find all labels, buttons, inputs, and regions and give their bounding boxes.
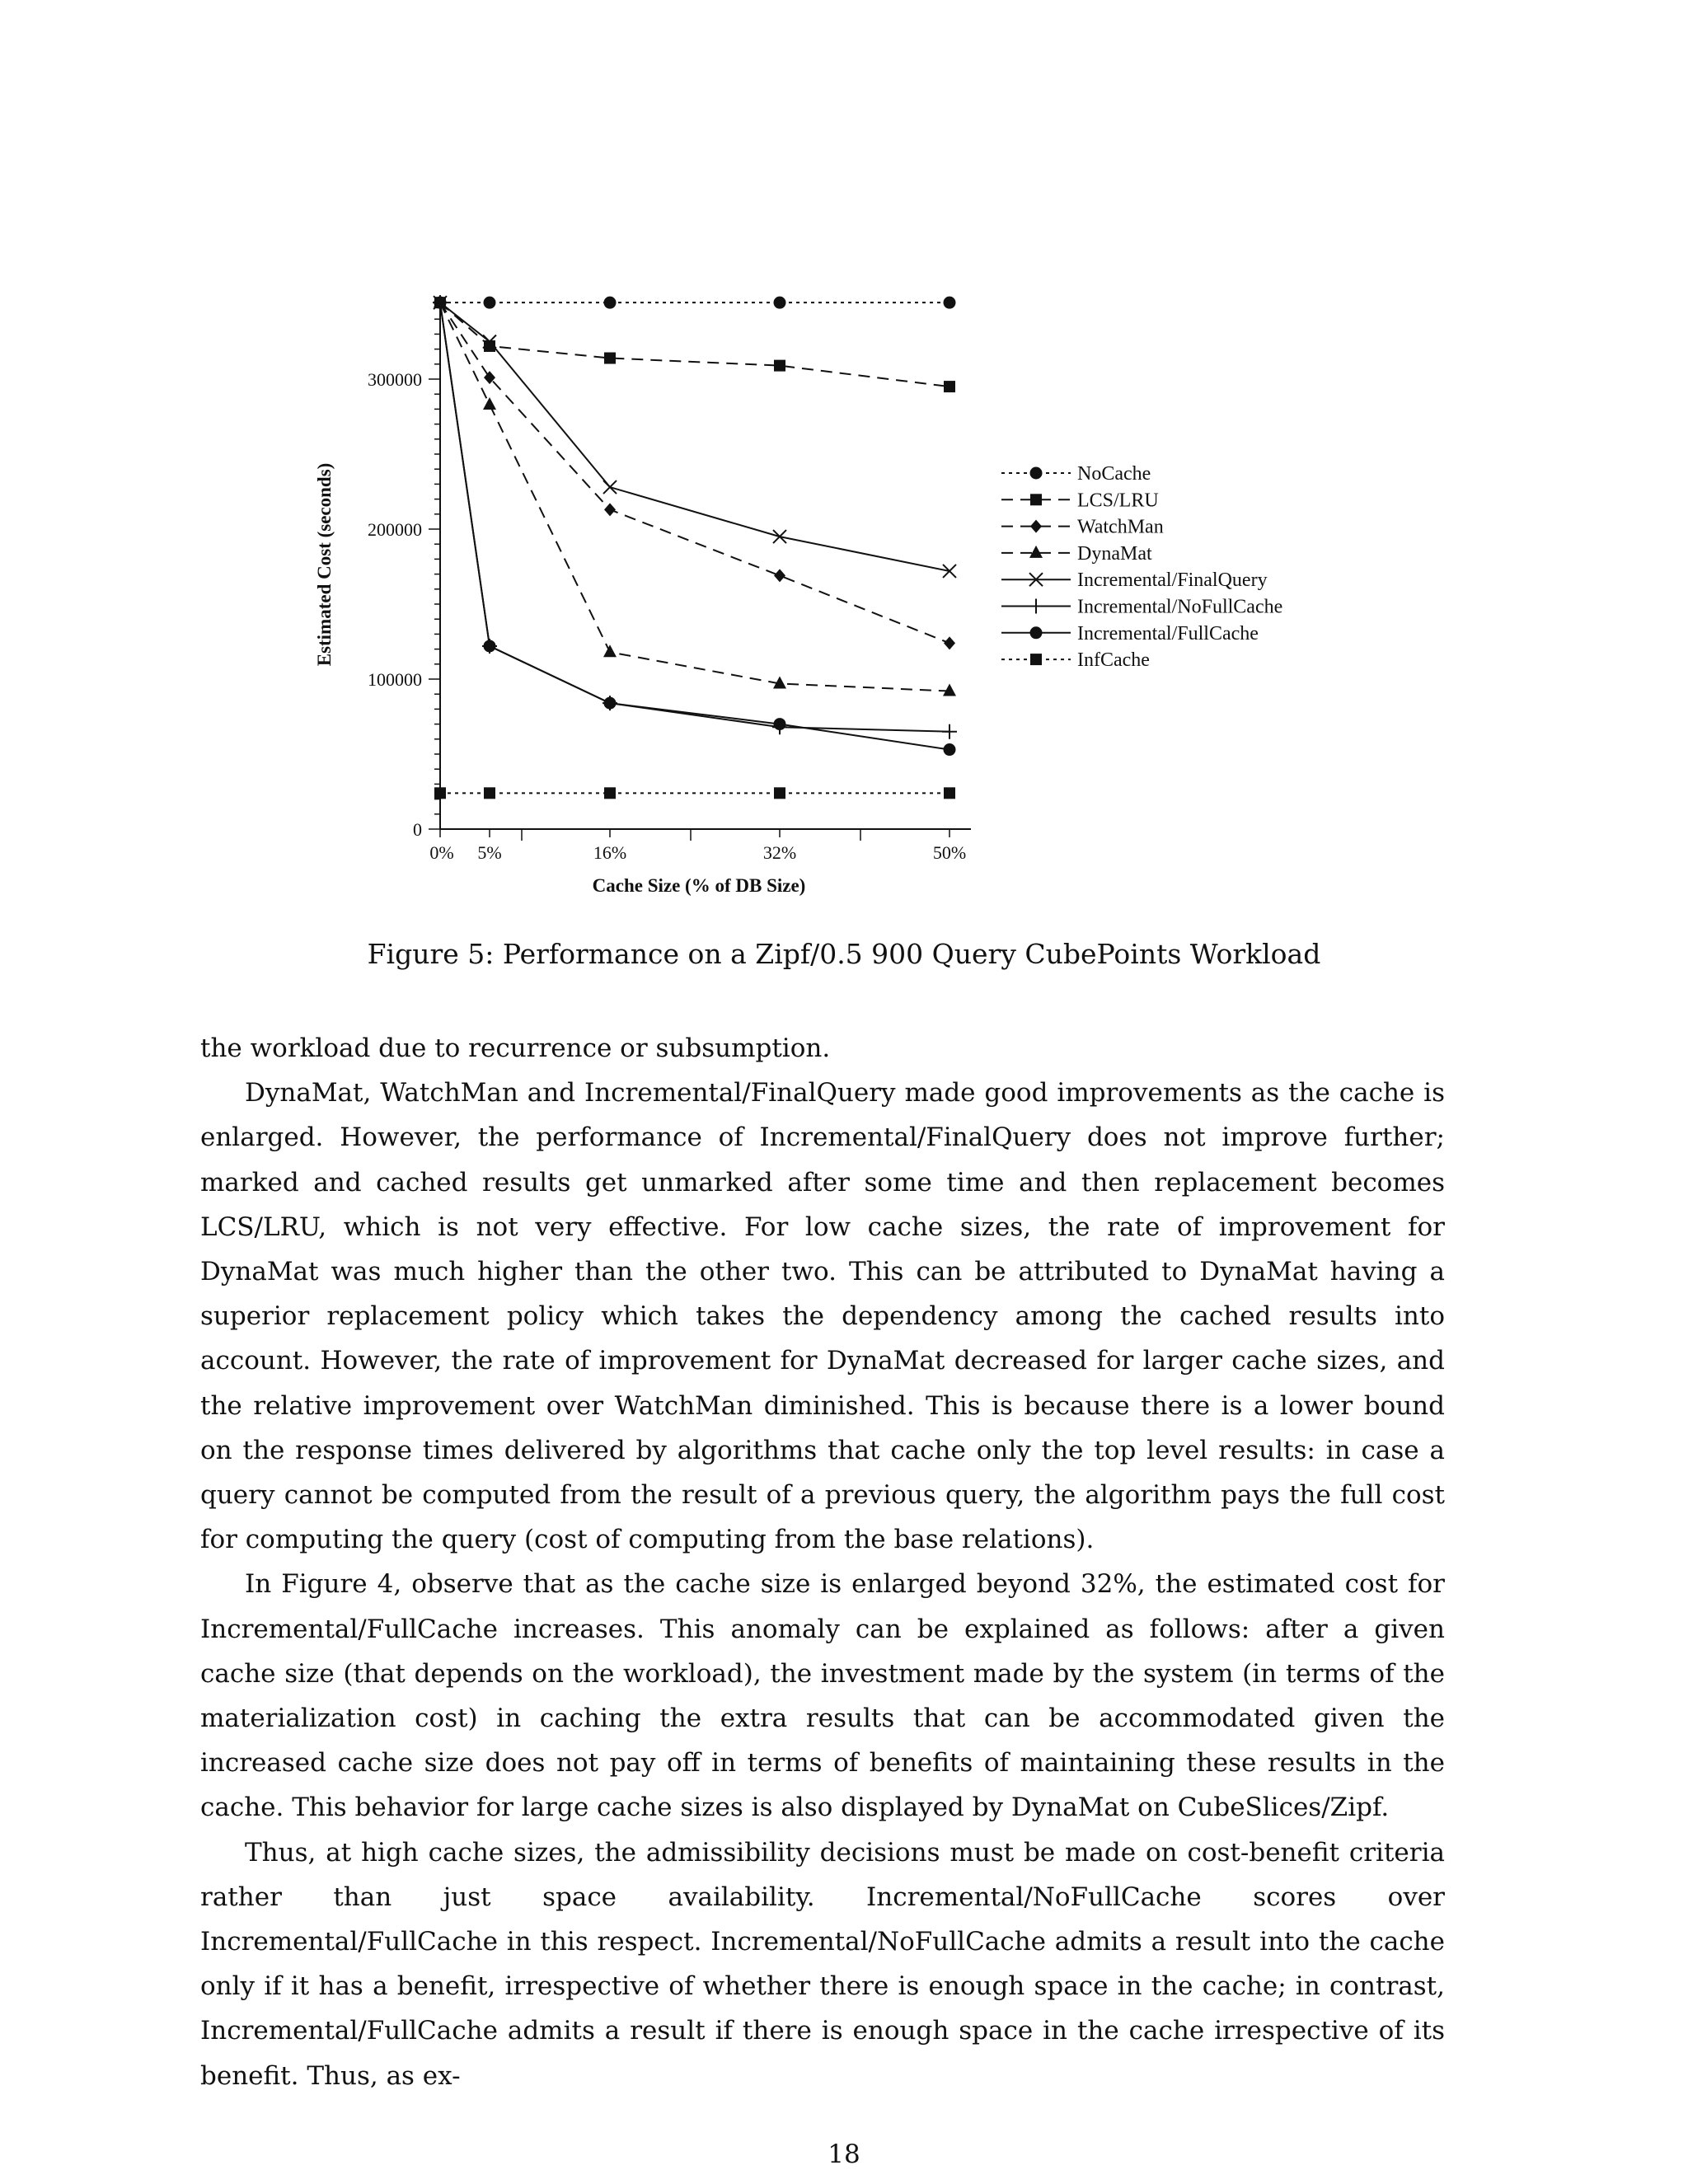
series-line-dynamat (440, 302, 950, 691)
data-point-incremental-fullcache (944, 743, 956, 756)
series-line-incremental-fullcache (440, 302, 950, 749)
legend-marker (1030, 467, 1043, 480)
y-axis-label: Estimated Cost (seconds) (314, 462, 335, 667)
legend-marker (1030, 654, 1042, 665)
x-tick-label: 0% (429, 842, 454, 863)
series-watchman (434, 296, 955, 649)
data-point-watchman (774, 569, 785, 582)
legend-label: DynaMat (1077, 542, 1152, 565)
chart-legend (1001, 463, 1282, 671)
paragraph: In Figure 4, observe that as the cache size is enlarged beyond 32%, the estimated cost for Incremental/FullCache increases. This anomaly can be explained as follows: after a given cache size (that depends on the workload), the investment made by the system (in terms of the materialization cost) in caching the extra results that can be accommodated given the increased cache size does not pay off in terms of benefits of maintaining these results in the cache. This behavior for large cache sizes is also displayed by DynaMat on CubeSlices/Zipf. (200, 1569, 1445, 1823)
legend-label: Incremental/FullCache (1077, 622, 1259, 644)
legend-label: LCS/LRU (1077, 490, 1159, 512)
data-point-nocache (944, 297, 956, 309)
paragraph: the workload due to recurrence or subsumption. (200, 1033, 831, 1063)
chart-axes (440, 301, 971, 829)
legend-label: NoCache (1077, 463, 1151, 485)
data-point-incremental-fullcache (434, 297, 447, 309)
series-line-incremental-finalquery (440, 302, 950, 571)
data-point-incremental-fullcache (774, 718, 786, 730)
legend-entry-dynamat (1001, 543, 1152, 565)
data-point-watchman (604, 503, 616, 516)
x-tick-label: 50% (932, 842, 967, 863)
data-point-incremental-finalquery (773, 530, 786, 543)
x-axis-label: Cache Size (% of DB Size) (592, 875, 806, 896)
legend-marker (1030, 520, 1042, 533)
legend-entry-incremental-nofullcache (1001, 597, 1282, 618)
data-point-incremental-finalquery (943, 565, 956, 578)
legend-label: WatchMan (1077, 516, 1164, 538)
figure-caption: Figure 5: Performance on a Zipf/0.5 900 Query CubePoints Workload (367, 938, 1321, 970)
chart-ticks (368, 304, 966, 863)
data-point-dynamat (483, 397, 496, 410)
data-point-infcache (434, 787, 446, 799)
data-point-incremental-fullcache (484, 640, 496, 652)
series-incremental-finalquery (434, 296, 956, 578)
chart-series (433, 295, 957, 799)
legend-label: InfCache (1077, 649, 1150, 672)
data-point-infcache (944, 787, 955, 799)
data-point-nocache (604, 297, 617, 309)
data-point-infcache (484, 787, 495, 799)
legend-label: Incremental/FinalQuery (1077, 569, 1268, 592)
legend-entry-infcache (1001, 649, 1150, 671)
page-number: 18 (828, 2139, 860, 2169)
paragraph: Thus, at high cache sizes, the admissibility decisions must be made on cost-benefit criteria rather than just space availability. Incremental/NoFullCache scores over Incremental/FullCache in this respect. Incremental/NoFullCache admits a result into the cache only if it has a benefit, irrespective of whether there is enough space in the cache; in contrast, Incremental/FullCache admits a result if there is enough space in the cache irrespective of its benefit. Thus, as ex- (200, 1837, 1445, 2091)
data-point-nocache (484, 297, 496, 309)
performance-chart (0, 0, 1688, 915)
data-point-incremental-nofullcache (942, 724, 957, 739)
series-incremental-fullcache (434, 297, 956, 756)
data-point-infcache (604, 787, 616, 799)
legend-entry-watchman (1001, 517, 1164, 538)
x-tick-label: 5% (477, 842, 502, 863)
legend-entry-lcs-lru (1001, 490, 1159, 511)
data-point-watchman (944, 636, 955, 649)
legend-marker (1030, 626, 1043, 639)
legend-entry-incremental-finalquery (1001, 569, 1268, 591)
series-line-watchman (440, 302, 950, 643)
y-tick-label: 0 (413, 819, 422, 840)
x-tick-label: 16% (593, 842, 627, 863)
series-infcache (434, 787, 955, 799)
data-point-nocache (774, 297, 786, 309)
y-tick-label: 300000 (368, 369, 422, 390)
data-point-lcs-lru (604, 353, 616, 364)
legend-marker (1030, 494, 1042, 505)
data-point-dynamat (603, 644, 617, 657)
data-point-lcs-lru (944, 381, 955, 392)
data-point-infcache (774, 787, 785, 799)
legend-label: Incremental/NoFullCache (1077, 596, 1283, 618)
y-tick-label: 200000 (368, 519, 422, 540)
series-nocache (434, 297, 956, 309)
data-point-lcs-lru (774, 360, 785, 372)
legend-entry-nocache (1001, 463, 1151, 485)
legend-entry-incremental-fullcache (1001, 623, 1259, 644)
data-point-dynamat (943, 684, 956, 696)
legend-marker (1029, 546, 1043, 558)
series-dynamat (434, 295, 956, 696)
x-tick-label: 32% (762, 842, 797, 863)
y-tick-label: 100000 (368, 669, 422, 690)
series-lcs-lru (434, 297, 955, 392)
data-point-incremental-finalquery (603, 480, 617, 494)
paragraph: DynaMat, WatchMan and Incremental/FinalQuery made good improvements as the cache is enlarged. However, the performance of Incremental/FinalQuery does not improve further; marked and cached results get unmarked after some time and then replacement becomes LCS/LRU, which is not very effective. For low cache sizes, the rate of improvement for DynaMat was much higher than the other two. This can be attributed to DynaMat having a superior replacement policy which takes the dependency among the cached results into account. However, the rate of improvement for DynaMat decreased for larger cache sizes, and the relative improvement over WatchMan diminished. This is because there is a lower bound on the response times delivered by algorithms that cache only the top level results: in case a query cannot be computed from the result of a previous query, the algorithm pays the full cost for computing the query (cost of computing from the base relations). (200, 1078, 1445, 1555)
data-point-incremental-fullcache (604, 697, 617, 710)
body-text (200, 1026, 1445, 2098)
legend-marker (1029, 599, 1043, 614)
